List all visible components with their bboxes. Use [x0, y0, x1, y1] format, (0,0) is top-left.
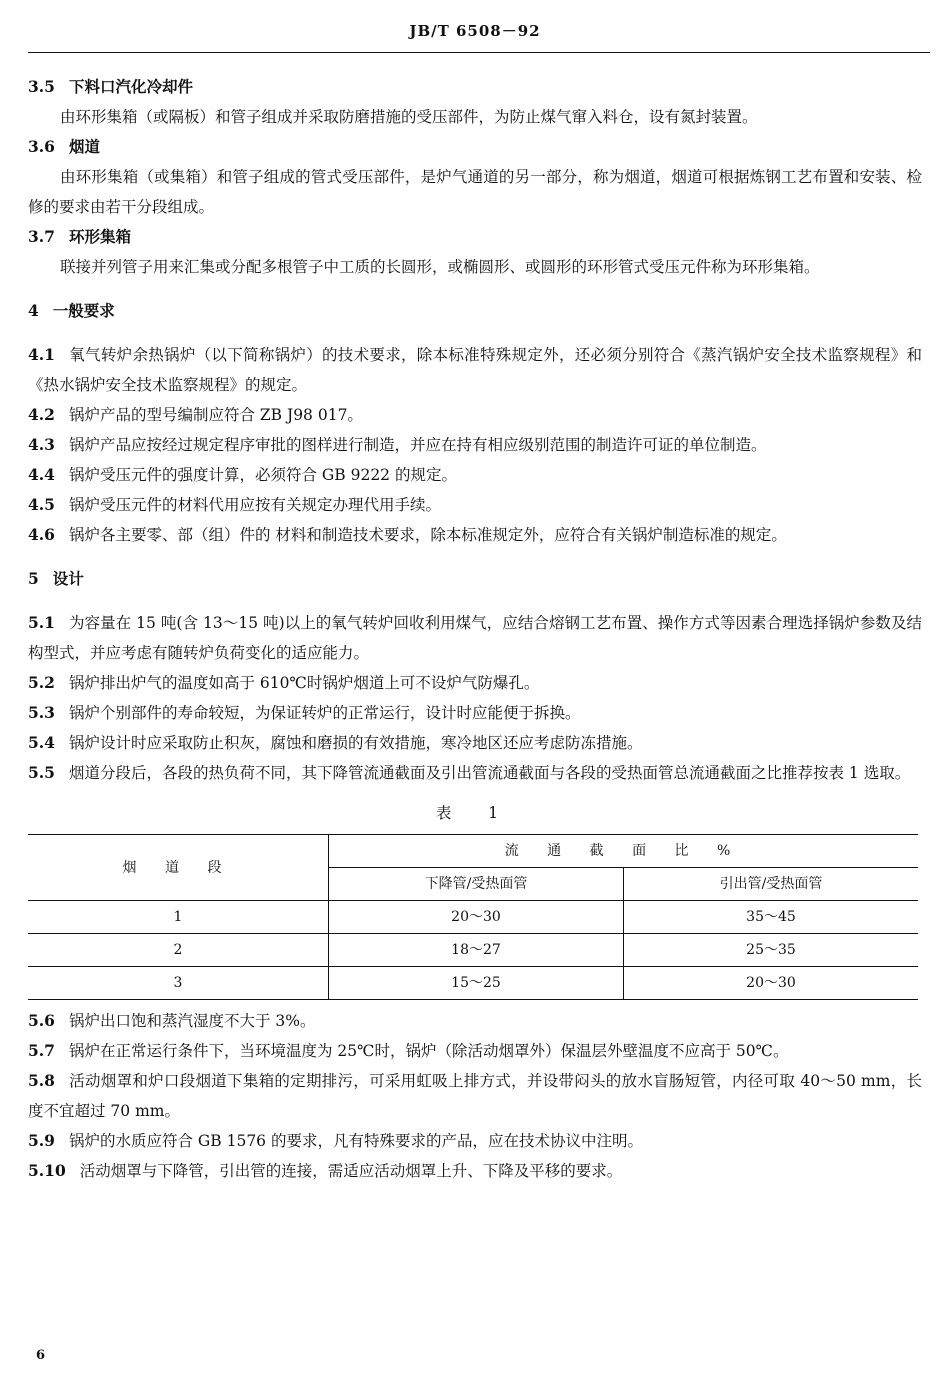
header-divider: [28, 52, 930, 53]
table-1-caption: 表 1: [435, 804, 515, 822]
clause-4-6: 4.6 锅炉各主要零、部（组）件的 材料和制造技术要求，除本标准规定外，应符合有关锅炉制造标准的规定。: [28, 525, 787, 544]
section-5-heading: 5 设计: [28, 569, 84, 588]
clause-4-3: 4.3 锅炉产品应按经过规定程序审批的图样进行制造，并应在持有相应级别范围的制造许可证的单位制造。: [28, 435, 767, 454]
clause-4-2: 4.2 锅炉产品的型号编制应符合 ZB J98 017。: [28, 405, 363, 424]
clause-5-5: 5.5 烟道分段后，各段的热负荷不同，其下降管流通截面及引出管流通截面与各段的受热面管总流通截面之比推荐按表 1 选取。: [28, 763, 911, 782]
clause-5-9: 5.9 锅炉的水质应符合 GB 1576 的要求，凡有特殊要求的产品，应在技术协议中注明。: [28, 1131, 643, 1150]
clause-5-2: 5.2 锅炉排出炉气的温度如高于 610℃时锅炉烟道上可不设炉气防爆孔。: [28, 673, 540, 692]
clause-3-5-heading: 3.5 下料口汽化冷却件: [28, 77, 193, 96]
clause-3-6-text: 由环形集箱（或集箱）和管子组成的管式受压部件，是炉气通道的另一部分，称为烟道，烟道可根据炼钢工艺布置和安装、检修的要求由若干分段组成。: [28, 168, 922, 216]
table-cell-segment: 1: [28, 901, 329, 934]
clause-3-6-heading: 3.6 烟道: [28, 137, 100, 156]
clause-5-6: 5.6 锅炉出口饱和蒸汽湿度不大于 3%。: [28, 1011, 316, 1030]
clause-4-1: 4.1 氧气转炉余热锅炉（以下简称锅炉）的技术要求，除本标准特殊规定外，还必须分别符合《蒸汽锅炉安全技术监察规程》和《热水锅炉安全技术监察规程》的规定。: [28, 345, 922, 394]
table-cell-downcomer: 15～25: [329, 967, 624, 1000]
table-cell-downcomer: 20～30: [329, 901, 624, 934]
table-cell-riser: 25～35: [624, 934, 919, 967]
table-cell-downcomer: 18～27: [329, 934, 624, 967]
table-header-downcomer: 下降管/受热面管: [329, 868, 624, 901]
clause-5-1: 5.1 为容量在 15 吨(含 13～15 吨)以上的氧气转炉回收利用煤气，应结合熔钢工艺布置、操作方式等因素合理选择锅炉参数及结构型式，并应考虑有随转炉负荷变化的适应能力。: [28, 613, 922, 662]
table-cell-riser: 35～45: [624, 901, 919, 934]
clause-4-4: 4.4 锅炉受压元件的强度计算，必须符合 GB 9222 的规定。: [28, 465, 457, 484]
section-4-heading: 4 一般要求: [28, 301, 115, 320]
clause-5-10: 5.10 活动烟罩与下降管，引出管的连接，需适应活动烟罩上升、下降及平移的要求。: [28, 1161, 623, 1180]
clause-3-5-text: 由环形集箱（或隔板）和管子组成并采取防磨措施的受压部件，为防止煤气窜入料仓，设有氮封装置。: [60, 108, 758, 126]
table-header-riser: 引出管/受热面管: [624, 868, 919, 901]
page-number: 6: [36, 1348, 46, 1363]
table-1: [28, 834, 918, 1000]
table-row: [28, 934, 918, 967]
table-row: [28, 901, 918, 934]
table-header-ratio: 流 通 截 面 比 %: [329, 835, 919, 868]
table-cell-riser: 20～30: [624, 967, 919, 1000]
clause-5-3: 5.3 锅炉个别部件的寿命较短，为保证转炉的正常运行，设计时应能便于拆换。: [28, 703, 581, 722]
clause-5-4: 5.4 锅炉设计时应采取防止积灰，腐蚀和磨损的有效措施，寒冷地区还应考虑防冻措施。: [28, 733, 643, 752]
clause-3-7-heading: 3.7 环形集箱: [28, 227, 131, 246]
document-header-code: JB/T 6508－92: [409, 22, 541, 40]
clause-4-5: 4.5 锅炉受压元件的材料代用应按有关规定办理代用手续。: [28, 495, 441, 514]
table-header-segment: 烟 道 段: [28, 835, 329, 901]
clause-5-8: 5.8 活动烟罩和炉口段烟道下集箱的定期排污，可采用虹吸上排方式，并设带闷头的放水盲肠短管，内径可取 40～50 mm，长度不宜超过 70 mm。: [28, 1071, 922, 1120]
table-cell-segment: 3: [28, 967, 329, 1000]
document-body: [28, 72, 922, 1186]
table-cell-segment: 2: [28, 934, 329, 967]
clause-5-7: 5.7 锅炉在正常运行条件下，当环境温度为 25℃时，锅炉（除活动烟罩外）保温层外壁温度不应高于 50℃。: [28, 1041, 789, 1060]
table-row: [28, 967, 918, 1000]
clause-3-7-text: 联接并列管子用来汇集或分配多根管子中工质的长圆形，或椭圆形、或圆形的环形管式受压元件称为环形集箱。: [60, 258, 820, 276]
